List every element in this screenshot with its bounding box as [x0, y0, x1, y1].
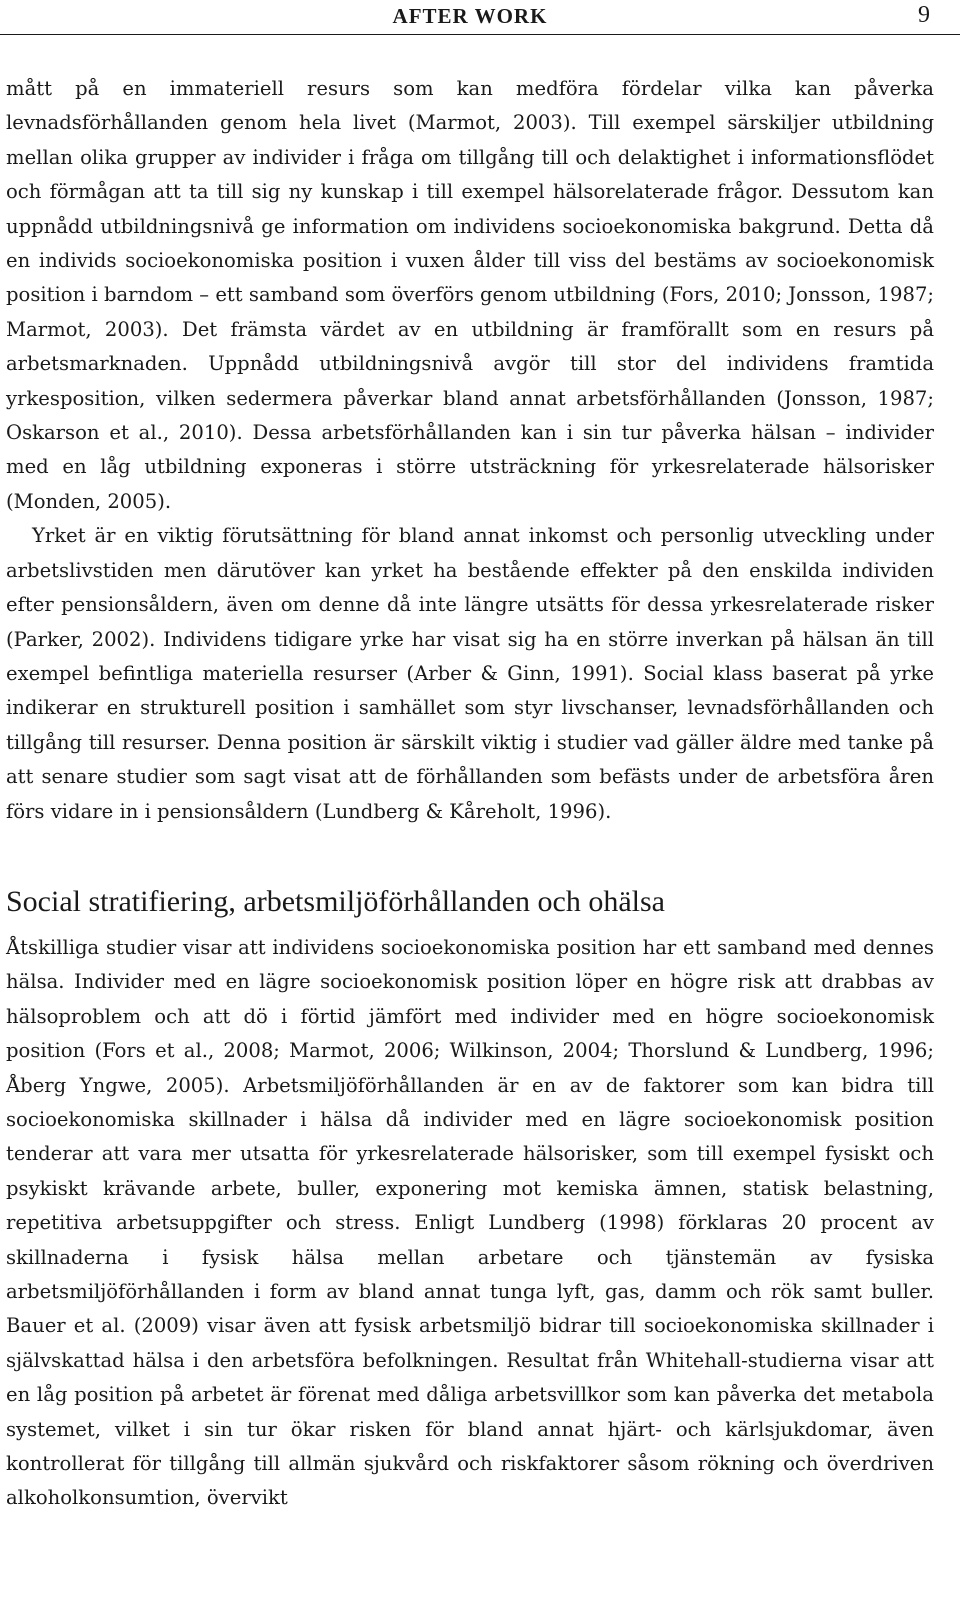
- section-paragraph: Åtskilliga studier visar att individens socioekonomiska position har ett samband med dennes hälsa. Individer med en lägre socioekonomisk position löper en högre risk att drabbas av hälsoproblem och att dö i förtid jämfört med individer med en högre socioekonomisk position (Fors et al., 2008; Marmot, 2006; Wilkinson, 2004; Thorslund & Lundberg, 1996; Åberg Yngwe, 2005). Arbetsmiljöförhållanden är en av de faktorer som kan bidra till socioekonomiska skillnader i hälsa då individer med en lägre socioekonomisk position tenderar att vara mer utsatta för yrkesrelaterade hälsorisker, som till exempel fysiskt och psykiskt krävande arbete, buller, exponering mot kemiska ämnen, statisk belastning, repetitiva arbetsuppgifter och stress. Enligt Lundberg (1998) förklaras 20 procent av skillnaderna i fysisk hälsa mellan arbetare och tjänstemän av fysiska arbetsmiljöförhållanden i form av bland annat tunga lyft, gas, damm och rök samt buller. Bauer et al. (2009) visar även att fysisk arbetsmiljö bidrar till socioekonomiska skillnader i självskattad hälsa i den arbetsföra befolkningen. Resultat från Whitehall-studierna visar att en låg position på arbetet är förenat med dåliga arbetsvillkor som kan påverka det metabola systemet, vilket i sin tur ökar risken för bland annat hjärt- och kärlsjukdomar, även kontrollerat för tillgång till allmän sjukvård och riskfaktorer såsom rökning och överdriven alkoholkonsumtion, övervikt: [6, 935, 934, 1510]
- page-body: [6, 72, 934, 1516]
- running-title: AFTER WORK: [392, 4, 548, 28]
- body-paragraph-2: Yrket är en viktig förutsättning för bland annat inkomst och personlig utveckling under arbetslivstiden men därutöver kan yrket ha bestående effekter på den enskilda individen efter pensionsåldern, även om denne då inte längre utsätts för dessa yrkesrelaterade risker (Parker, 2002). Individens tidigare yrke har visat sig ha en större inverkan på hälsan än till exempel befintliga materiella resurser (Arber & Ginn, 1991). Social klass baserat på yrke indikerar en strukturell position i samhället som styr livschanser, levnadsförhållanden och tillgång till resurser. Denna position är särskilt viktig i studier vad gäller äldre med tanke på att senare studier som sagt visat att de förhållanden som befästs under de arbetsföra åren förs vidare in i pensionsåldern (Lundberg & Kåreholt, 1996).: [6, 524, 934, 823]
- section-heading: Social stratifiering, arbetsmiljöförhållanden och ohälsa: [6, 884, 665, 918]
- running-header: [0, 0, 960, 35]
- body-paragraph-1: mått på en immateriell resurs som kan medföra fördelar vilka kan påverka levnadsförhållanden genom hela livet (Marmot, 2003). Till exempel särskiljer utbildning mellan olika grupper av individer i fråga om tillgång till och delaktighet i informationsflödet och förmågan att ta till sig ny kunskap i till exempel hälsorelaterade frågor. Dessutom kan uppnådd utbildningsnivå ge information om individens socioekonomiska bakgrund. Detta då en individs socioekonomiska position i vuxen ålder till viss del bestäms av socioekonomisk position i barndom – ett samband som överförs genom utbildning (Fors, 2010; Jonsson, 1987; Marmot, 2003). Det främsta värdet av en utbildning är framförallt som en resurs på arbetsmarknaden. Uppnådd utbildningsnivå avgör till stor del individens framtida yrkesposition, vilken sedermera påverkar bland annat arbetsförhållanden (Jonsson, 1987; Oskarson et al., 2010). Dessa arbetsförhållanden kan i sin tur påverka hälsan – individer med en låg utbildning exponeras i större utsträckning för yrkesrelaterade hälsorisker (Monden, 2005).: [6, 77, 935, 513]
- page-number: 9: [918, 2, 930, 28]
